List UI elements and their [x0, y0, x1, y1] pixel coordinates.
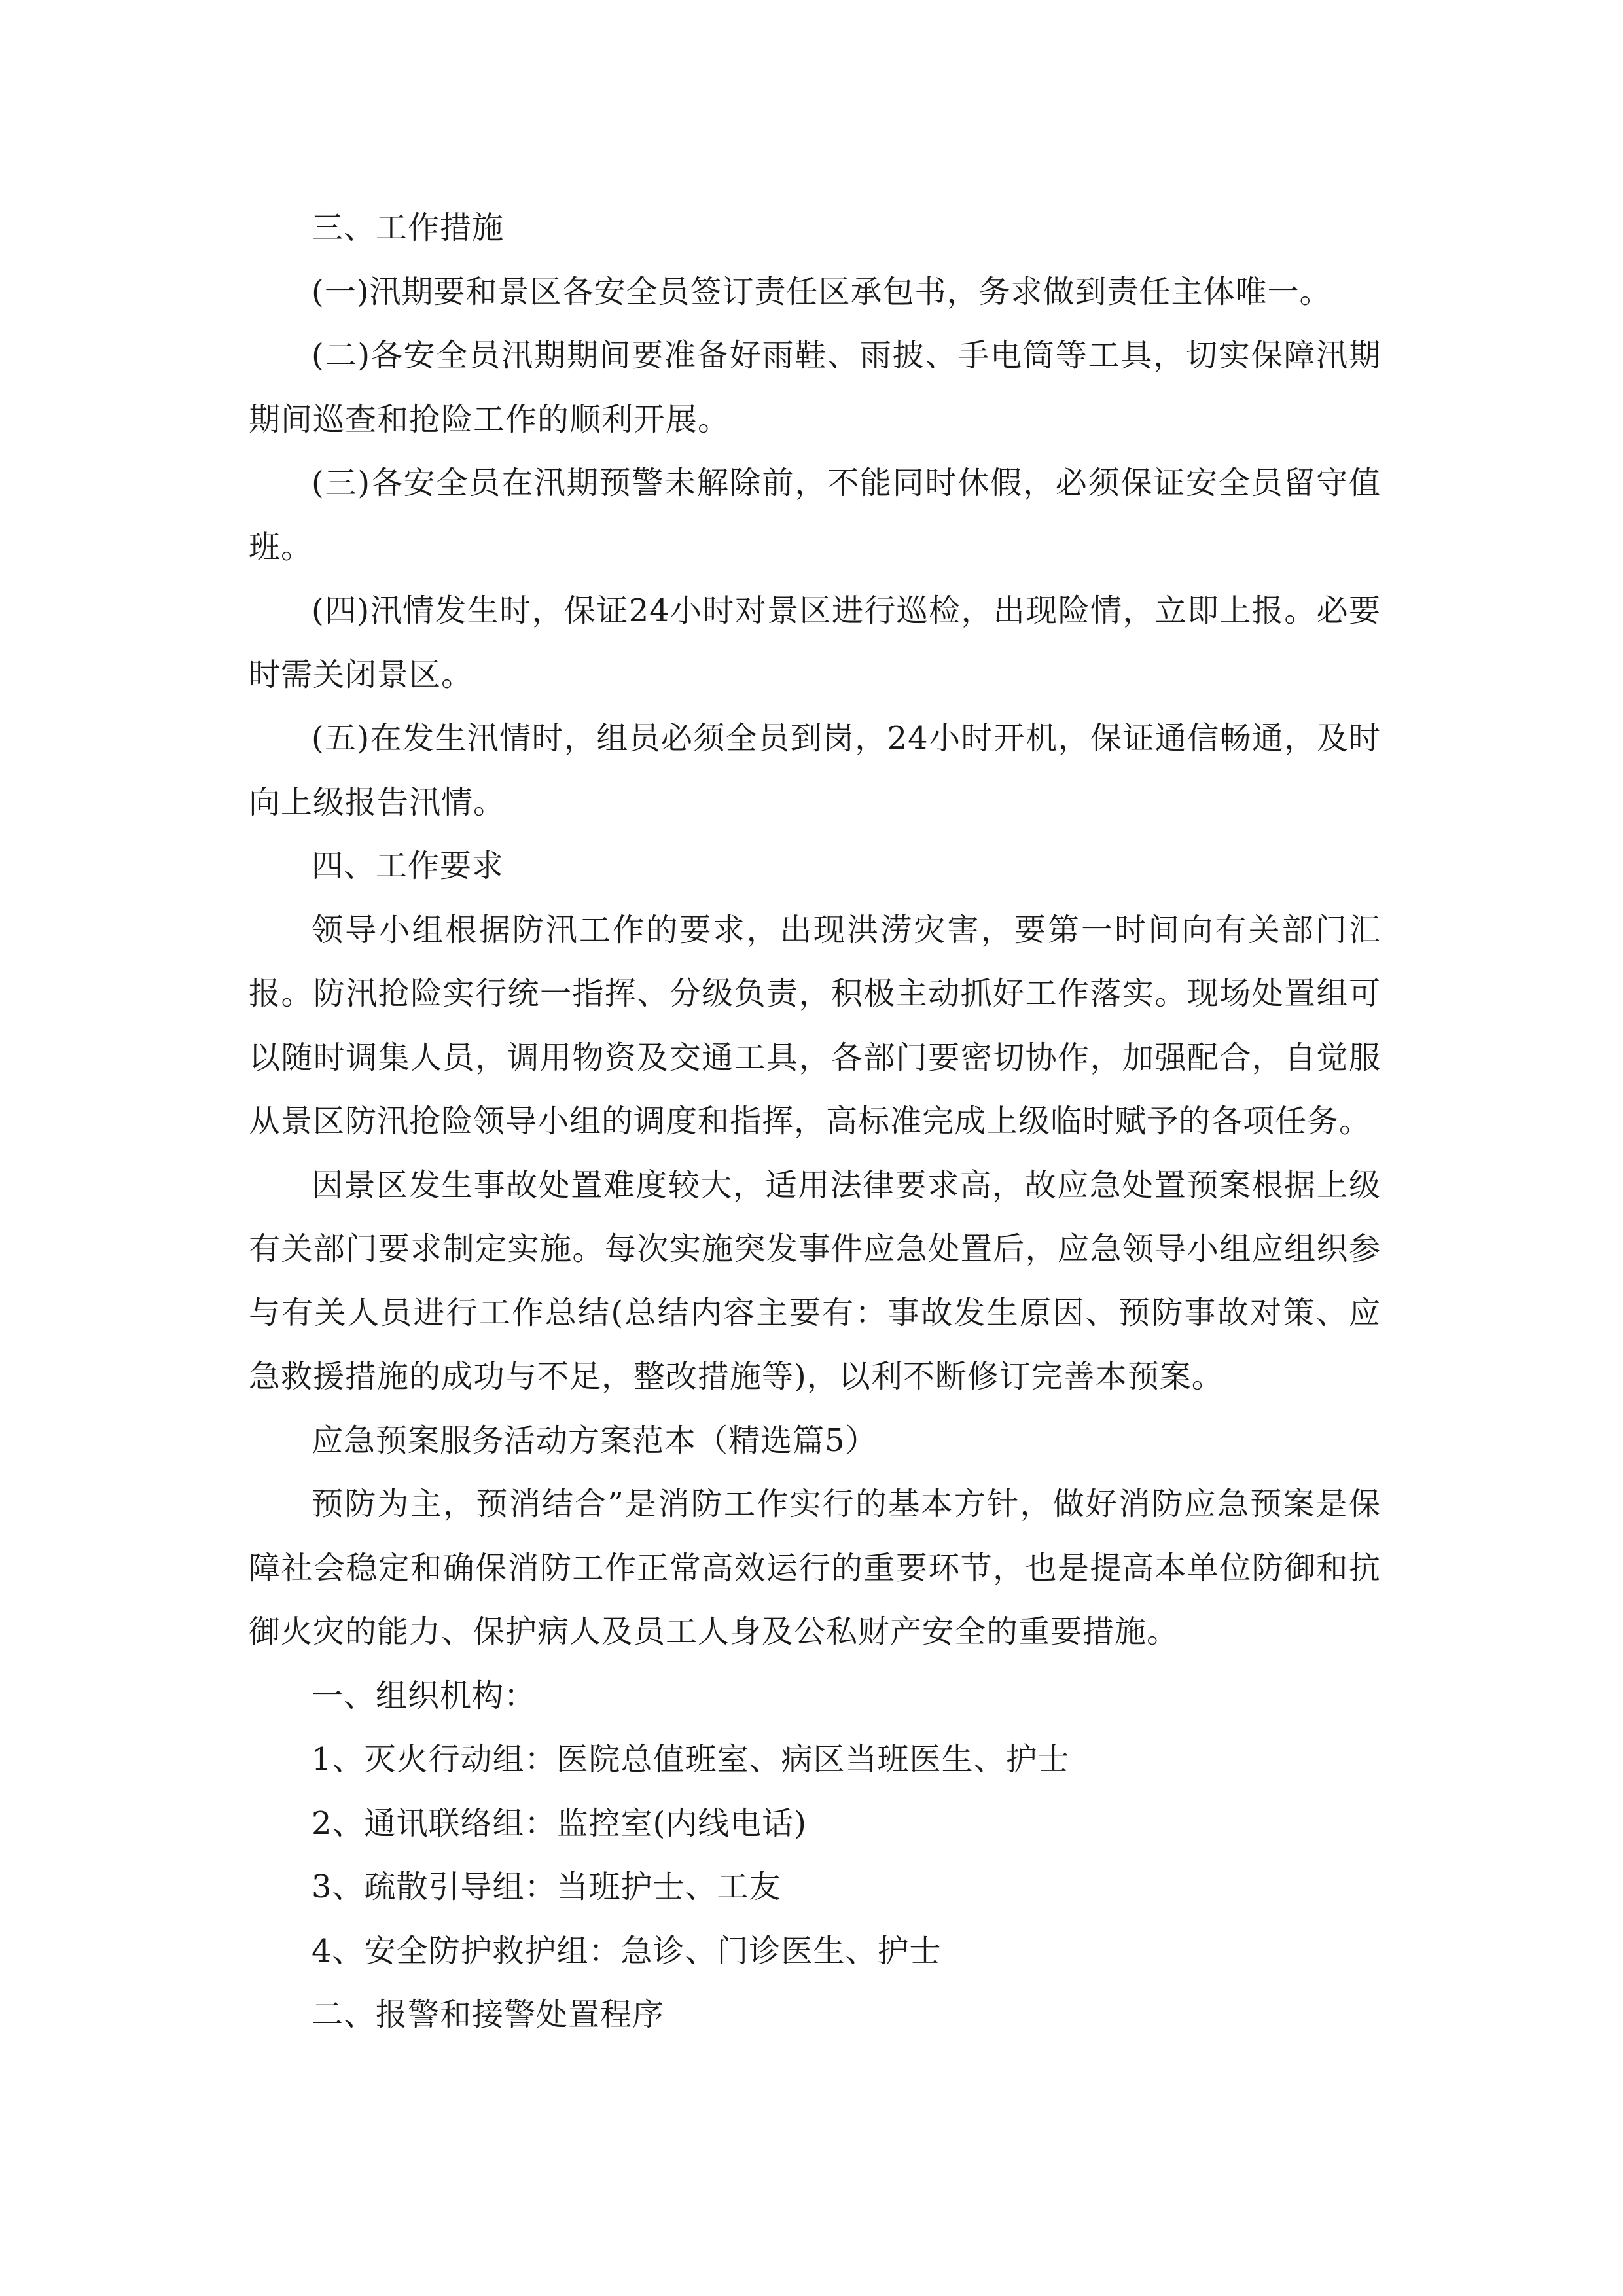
body-paragraph: 因景区发生事故处置难度较大，适用法律要求高，故应急处置预案根据上级有关部门要求制定实施。每次实施突发事件应急处置后，应急领导小组应组织参与有关人员进行工作总结(总结内容主要有：事故发生原因、预防事故对策、应急救援措施的成功与不足，整改措施等)，以利不断修订完善本预案。: [249, 1166, 1381, 1395]
section-heading-4: 四、工作要求: [312, 848, 505, 884]
measure-item-5: (五)在发生汛情时，组员必须全员到岗，24小时开机，保证通信畅通，及时向上级报告汛情。: [249, 720, 1381, 821]
org-item-1: 1、灭火行动组：医院总值班室、病区当班医生、护士: [312, 1741, 1070, 1778]
measure-item-4: (四)汛情发生时，保证24小时对景区进行巡检，出现险情，立即上报。必要时需关闭景区。: [249, 592, 1381, 693]
measure-item-2: (二)各安全员汛期期间要准备好雨鞋、雨披、手电筒等工具，切实保障汛期期间巡查和抢险工作的顺利开展。: [249, 337, 1381, 438]
article-title: 应急预案服务活动方案范本（精选篇5）: [312, 1422, 878, 1459]
org-item-2: 2、通讯联络组：监控室(内线电话): [312, 1804, 807, 1842]
measure-item-3: (三)各安全员在汛期预警未解除前，不能同时休假，必须保证安全员留守值班。: [249, 465, 1381, 565]
body-paragraph: 预防为主，预消结合”是消防工作实行的基本方针，做好消防应急预案是保障社会稳定和确保消防工作正常高效运行的重要环节，也是提高本单位防御和抗御火灾的能力、保护病人及员工人身及公私财产安全的重要措施。: [249, 1486, 1381, 1650]
section-heading-1: 一、组织机构：: [312, 1677, 537, 1714]
document-body: [249, 196, 1381, 2047]
section-heading-3: 三、工作措施: [312, 209, 505, 246]
body-paragraph: 领导小组根据防汛工作的要求，出现洪涝灾害，要第一时间向有关部门汇报。防汛抢险实行统一指挥、分级负责，积极主动抓好工作落实。现场处置组可以随时调集人员，调用物资及交通工具，各部门要密切协作，加强配合，自觉服从景区防汛抢险领导小组的调度和指挥，高标准完成上级临时赋予的各项任务。: [249, 911, 1381, 1139]
measure-item-1: (一)汛期要和景区各安全员签订责任区承包书，务求做到责任主体唯一。: [312, 273, 1332, 310]
section-heading-2: 二、报警和接警处置程序: [312, 1996, 665, 2033]
org-item-4: 4、安全防护救护组：急诊、门诊医生、护士: [312, 1932, 942, 1969]
org-item-3: 3、疏散引导组：当班护士、工友: [312, 1869, 781, 1905]
